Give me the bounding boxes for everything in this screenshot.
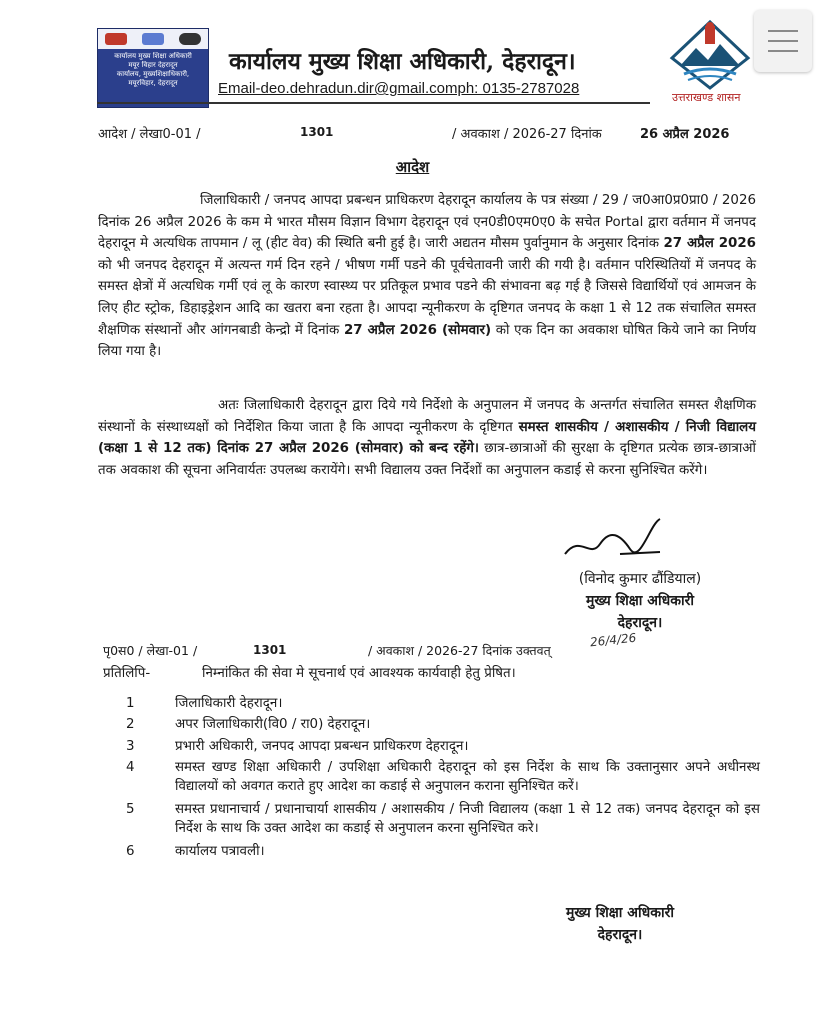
order-ref-number: 1301	[300, 125, 334, 139]
signatory-place: देहरादून।	[617, 615, 663, 631]
list-item-text: प्रभारी अधिकारी, जनपद आपदा प्रबन्धन प्राधिकरण देहरादून।	[175, 739, 469, 754]
logo-text	[98, 49, 208, 88]
logo-line: मयूर विहार देहरादून	[128, 61, 178, 69]
signatory-name: (विनोद कुमार ढौंडियाल)	[578, 571, 702, 587]
list-item-number: 3	[126, 739, 135, 754]
list-item-text: समस्त प्रधानाचार्य / प्रधानाचार्या शासकीय / अशासकीय / निजी विद्यालय (कक्षा 1 से 12 तक) जनपद देहरादून को इस निर्देश के साथ कि उक्त आदेश का कडाई से अनुपालन करना सुनिश्चित करे।	[175, 802, 760, 836]
logo-badge-icon	[105, 33, 127, 45]
copy-ref-rest: / अवकाश / 2026-27 दिनांक उक्तवत्	[368, 643, 551, 658]
order-ref-prefix: आदेश / लेखा0-01 /	[98, 127, 201, 142]
list-item-text: अपर जिलाधिकारी(वि0 / रा0) देहरादून।	[175, 717, 371, 732]
footer-designation: मुख्य शिक्षा अधिकारी	[566, 905, 674, 921]
p2-closure-notice: समस्त शासकीय / अशासकीय / निजी विद्यालय (कक्षा 1 से 12 तक) दिनांक 27 अप्रैल 2026 (सोमवार) को बन्द रहेंगे।	[98, 419, 757, 457]
handwritten-date: 26/4/26	[589, 630, 637, 650]
p1-date: 27 अप्रैल 2026	[663, 236, 756, 252]
copy-intro: निम्नांकित की सेवा मे सूचनार्थ एवं आवश्यक कार्यवाही हेतु प्रेषित।	[202, 666, 516, 681]
signature-block	[540, 568, 740, 634]
p1-text-b: को भी जनपद देहरादून में अत्यन्त गर्म दिन रहने / भीषण गर्मी पडने की पूर्वचेतावनी जारी की गयी है। वर्तमान परिस्थितियों में जनपद के समस्त क्षेत्रों में अत्यधिक गर्मी एवं लू के कारण स्वास्थ्य पर प्रतिकूल प्रभाव पडने की संभावना बढ़ गई है जिससे विद्यार्थियों एवं आमजन के लिए हीट स्ट्रोक, डिहाइड्रेशन आदि का खतरा बना रहता है। आपदा न्यूनीकरण के दृष्टिगत जनपद के कक्षा 1 से 12 तक संचालित समस्त शैक्षणिक संस्थानों और आंगनबाडी केन्द्रो में दिनांक	[98, 257, 756, 338]
body-paragraph-2	[98, 395, 756, 481]
list-item-text: कार्यालय पत्रावली।	[175, 844, 265, 859]
govt-name: उत्तराखण्ड शासन	[672, 91, 741, 104]
uttarakhand-emblem-icon	[668, 18, 752, 90]
list-item-number: 6	[126, 844, 135, 859]
copy-label: प्रतिलिपि-	[103, 666, 151, 681]
logo-line: मयूरविहार, देहरादून	[128, 79, 178, 87]
p1-text-a: जिलाधिकारी / जनपद आपदा प्रबन्धन प्राधिकरण देहरादून कार्यालय के पत्र संख्या / 29 / ज0आ0प्र0प्रा0 / 2026 दिनांक 26 अप्रैल 2026 के कम मे भारत मौसम विज्ञान विभाग देहरादून एवं एन0डी0एम0ए0 के सचेत Portal द्वारा वर्तमान में जनपद देहरादून मे अत्यधिक तापमान / लू (हीट वेव) की स्थिति बनी हुई है। जारी अद्यतन मौसम पुर्वानुमान के अनुसार दिनांक	[98, 193, 756, 252]
footer-signature	[545, 902, 695, 946]
list-item-text: समस्त खण्ड शिक्षा अधिकारी / उपशिक्षा अधिकारी देहरादून को इस निर्देश के साथ कि उक्तानुसार अपने अधीनस्थ विद्यालयों को अवगत कराते हुए आदेश का कडाई से अनुपालन कराना सुनिश्चित करें।	[175, 760, 760, 794]
order-ref-date: 26 अप्रैल 2026	[640, 127, 730, 142]
signature-scribble-icon	[560, 514, 670, 570]
logo-line: कार्यालय, मुख्यशिक्षाधिकारी,	[116, 70, 190, 78]
list-item-number: 2	[126, 717, 135, 732]
hamburger-line	[768, 50, 798, 52]
list-item-number: 1	[126, 696, 135, 711]
copy-ref-number: 1301	[253, 643, 287, 657]
header-divider	[97, 102, 650, 104]
p1-date-2: 27 अप्रैल 2026 (सोमवार)	[343, 322, 492, 338]
hamburger-line	[768, 30, 798, 32]
menu-button[interactable]	[754, 10, 812, 72]
contact-line: Email-deo.dehradun.dir@gmail.comph: 0135-2787028	[218, 80, 580, 97]
signatory-designation: मुख्य शिक्षा अधिकारी	[586, 593, 694, 609]
copy-ref-prefix: पृ0स0 / लेखा-01 /	[103, 643, 198, 658]
order-heading: आदेश	[395, 158, 430, 176]
body-paragraph-1	[98, 190, 756, 363]
p2-text-a: अतः जिलाधिकारी देहरादून द्वारा दिये गये निर्देशो के अनुपालन में जनपद के अन्तर्गत संचालित समस्त शैक्षणिक संस्थानों के संस्थाध्यक्षों को निर्देशित किया जाता है कि आपदा न्यूनीकरण के दृष्टिगत	[98, 398, 756, 435]
footer-place: देहरादून।	[597, 927, 643, 943]
p1-text-c: को एक दिन का अवकाश घोषित किये जाने का निर्णय लिया गया है।	[98, 322, 756, 360]
list-item-number: 5	[126, 802, 135, 817]
logo-line: कार्यालय मुख्य शिक्षा अधिकारी	[114, 52, 192, 60]
spectacles-icon	[179, 33, 201, 45]
logo-icons	[98, 29, 208, 49]
list-item-number: 4	[126, 760, 135, 775]
p2-text-b: छात्र-छात्राओं की सुरक्षा के दृष्टिगत प्रत्येक छात्र-छात्राओं तक अवकाश की सूचना अनिवार्यतः उपलब्ध करायेंगे। सभी विद्यालय उक्त निर्देशों का अनुपालन कडाई से करना सुनिश्चित करेंगे।	[98, 441, 756, 478]
department-logo	[97, 28, 209, 108]
logo-mark-icon	[142, 33, 164, 45]
hamburger-line	[768, 40, 798, 42]
office-title: कार्यालय मुख्य शिक्षा अधिकारी, देहरादून।	[229, 48, 576, 75]
order-ref-middle: / अवकाश / 2026-27 दिनांक	[452, 127, 602, 142]
list-item-text: जिलाधिकारी देहरादून।	[175, 696, 283, 711]
